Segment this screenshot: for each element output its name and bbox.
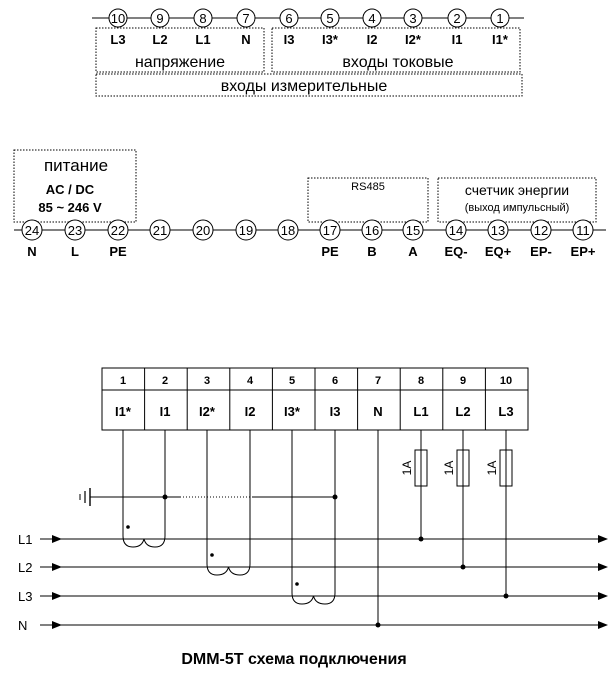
- top-terminal-number: 10: [110, 11, 126, 26]
- strip-terminal-number: 1: [119, 375, 127, 387]
- strip-terminal-number: 4: [246, 375, 254, 387]
- bottom-terminal-label: N: [27, 244, 37, 259]
- bottom-terminal-number: 15: [405, 223, 421, 238]
- top-terminal-label: L1: [195, 32, 211, 47]
- phase-line-label: L2: [18, 560, 33, 575]
- voltage-tap-junction: [504, 594, 509, 599]
- bottom-terminal-label: EP-: [530, 244, 552, 259]
- diagram-caption: DMM-5T схема подключения: [181, 651, 407, 668]
- top-terminal-label: I3*: [322, 32, 338, 47]
- strip-terminal-label: L2: [455, 404, 471, 419]
- bottom-terminal-label: EQ-: [444, 244, 468, 259]
- top-terminal-number: 1: [496, 11, 504, 26]
- strip-terminal-label: I1*: [115, 404, 131, 419]
- bottom-terminal-number: 22: [110, 223, 126, 238]
- bottom-terminal-number: 19: [238, 223, 254, 238]
- rs485-label: RS485: [351, 181, 385, 193]
- strip-terminal-number: 7: [374, 375, 382, 387]
- strip-terminal-label: L3: [498, 404, 514, 419]
- counter-title: счетчик энергии: [464, 182, 570, 198]
- top-terminal-number: 5: [326, 11, 334, 26]
- fuse-rating-label: 1A: [442, 460, 456, 476]
- voltage-tap-junction: [419, 537, 424, 542]
- top-terminal-label: I1: [451, 32, 463, 47]
- phase-arrow-right: [598, 563, 608, 571]
- top-terminal-label: I2: [366, 32, 378, 47]
- ct-polarity-dot: [295, 582, 299, 586]
- phase-arrow-left: [52, 621, 62, 629]
- ct-coil: [207, 564, 250, 575]
- top-terminal-label: I3: [283, 32, 295, 47]
- bottom-terminal-number: 14: [448, 223, 464, 238]
- ct-polarity-dot: [126, 525, 130, 529]
- bottom-terminal-label: EQ+: [484, 244, 512, 259]
- bottom-terminal-number: 23: [67, 223, 83, 238]
- neutral-junction: [376, 623, 381, 628]
- strip-terminal-number: 5: [288, 375, 296, 387]
- top-terminal-number: 4: [368, 11, 376, 26]
- phase-arrow-left: [52, 592, 62, 600]
- top-terminal-label: L3: [110, 32, 126, 47]
- strip-terminal-label: I2*: [199, 404, 215, 419]
- strip-terminal-label: I3: [329, 404, 341, 419]
- strip-terminal-label: I1: [159, 404, 171, 419]
- bottom-terminal-label: B: [367, 244, 377, 259]
- phase-arrow-left: [52, 535, 62, 543]
- top-terminal-number: 9: [156, 11, 164, 26]
- measuring-group-label: входы измерительные: [220, 78, 388, 95]
- voltage-group-label: напряжение: [134, 54, 226, 71]
- phase-arrow-right: [598, 621, 608, 629]
- power-title: питание: [43, 156, 109, 175]
- counter-subtitle: (выход импульсный): [464, 202, 570, 214]
- phase-arrow-right: [598, 592, 608, 600]
- bottom-terminal-number: 18: [280, 223, 296, 238]
- bottom-terminal-number: 12: [533, 223, 549, 238]
- ct-polarity-dot: [210, 553, 214, 557]
- bottom-terminal-label: PE: [109, 244, 127, 259]
- bottom-terminal-number: 20: [195, 223, 211, 238]
- ground-junction-i1: [163, 495, 168, 500]
- bottom-terminal-number: 13: [490, 223, 506, 238]
- phase-arrow-left: [52, 563, 62, 571]
- ct-coil: [123, 536, 165, 547]
- fuse-rating-label: 1A: [485, 460, 499, 476]
- strip-terminal-label: N: [373, 404, 383, 419]
- bottom-terminal-number: 21: [152, 223, 168, 238]
- ground-junction-i3: [333, 495, 338, 500]
- current-group-label: входы токовые: [342, 54, 454, 71]
- ct-coil: [292, 593, 335, 604]
- strip-terminal-label: L1: [413, 404, 429, 419]
- bottom-terminal-label: EP+: [570, 244, 596, 259]
- top-terminal-number: 7: [242, 11, 250, 26]
- bottom-terminal-number: 17: [322, 223, 338, 238]
- strip-terminal-number: 9: [459, 375, 467, 387]
- bottom-terminal-label: L: [71, 244, 79, 259]
- top-terminal-label: L2: [152, 32, 168, 47]
- strip-terminal-label: I3*: [284, 404, 300, 419]
- top-terminal-number: 6: [285, 11, 293, 26]
- bottom-terminal-block: [14, 150, 606, 259]
- strip-terminal-number: 2: [161, 375, 169, 387]
- top-terminal-number: 3: [409, 11, 417, 26]
- phase-line-label: L3: [18, 589, 33, 604]
- strip-terminal-number: 8: [417, 375, 425, 387]
- phase-line-label: N: [18, 618, 28, 633]
- voltage-tap-junction: [461, 565, 466, 570]
- bottom-terminal-number: 16: [364, 223, 380, 238]
- bottom-terminal-label: PE: [321, 244, 339, 259]
- top-terminal-label: I1*: [492, 32, 508, 47]
- fuse-rating-label: 1A: [400, 460, 414, 476]
- phase-arrow-right: [598, 535, 608, 543]
- power-type: AC / DC: [45, 182, 95, 197]
- bottom-terminal-number: 11: [576, 223, 590, 238]
- bottom-terminal-number: 24: [24, 223, 40, 238]
- strip-terminal-number: 6: [331, 375, 339, 387]
- top-terminal-label: N: [241, 32, 251, 47]
- wiring-diagram: [18, 368, 608, 633]
- strip-terminal-number: 10: [499, 375, 513, 387]
- power-range: 85 ~ 246 V: [38, 200, 102, 215]
- strip-terminal-label: I2: [244, 404, 256, 419]
- top-terminal-number: 2: [453, 11, 461, 26]
- top-terminal-number: 8: [199, 11, 207, 26]
- top-terminal-block: [92, 9, 524, 96]
- bottom-terminal-label: A: [408, 244, 418, 259]
- phase-line-label: L1: [18, 532, 33, 547]
- strip-terminal-number: 3: [203, 375, 211, 387]
- top-terminal-label: I2*: [405, 32, 421, 47]
